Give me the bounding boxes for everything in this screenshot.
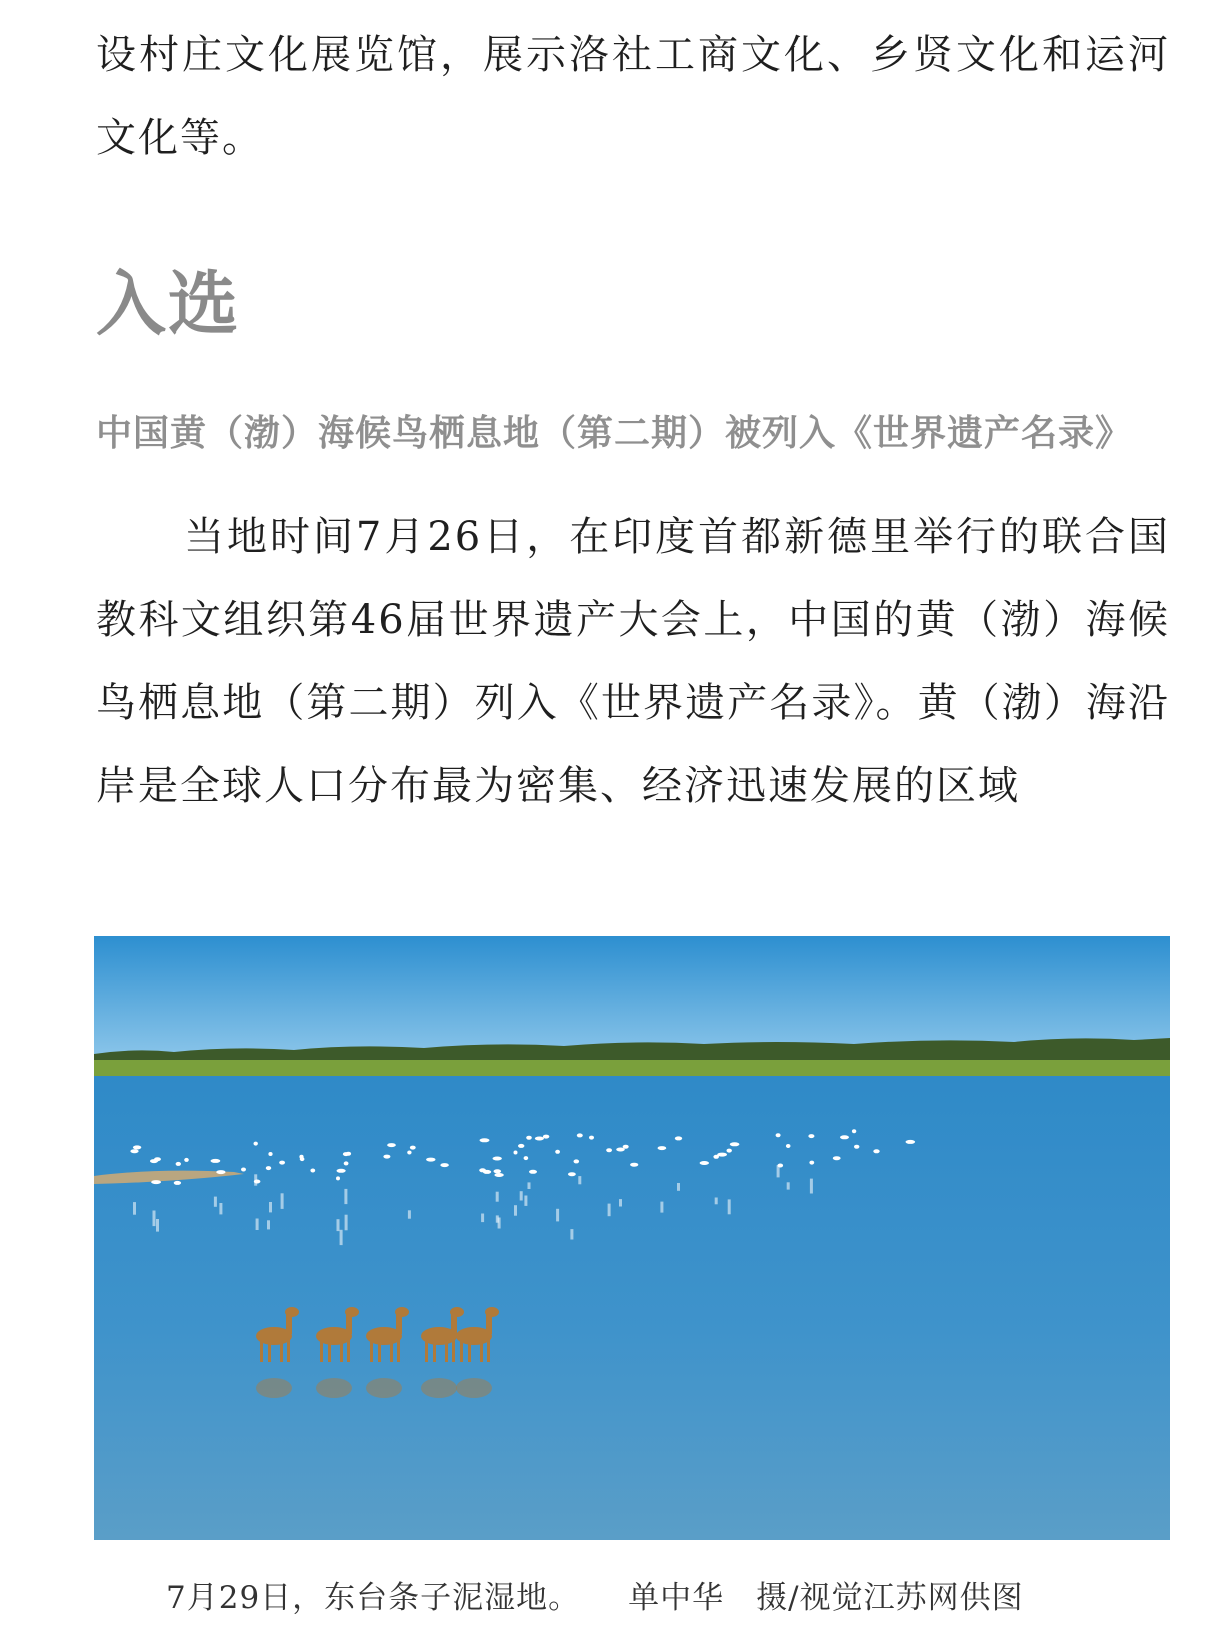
bird [268, 1152, 272, 1156]
bird-reflection [345, 1215, 348, 1231]
bird-reflection [408, 1210, 411, 1218]
bird [493, 1157, 502, 1161]
bird [407, 1151, 411, 1155]
bird-reflection [608, 1204, 611, 1217]
bird-reflection [677, 1183, 680, 1191]
bird [717, 1153, 727, 1157]
bird [555, 1150, 560, 1154]
bird [786, 1144, 791, 1148]
paragraph-main: 当地时间7月26日，在印度首都新德里举行的联合国教科文组织第46届世界遗产大会上，中国的黄（渤）海候鸟栖息地（第二期）列入《世界遗产名录》。黄（渤）海沿岸是全球人口分布最为密集、经济迅速发展的区域 [96, 514, 1170, 809]
bird [675, 1136, 682, 1140]
bird-reflection [619, 1199, 622, 1206]
bird [343, 1152, 349, 1156]
bird [616, 1148, 625, 1152]
bird [543, 1135, 549, 1139]
bird-reflection [578, 1176, 581, 1184]
bird [216, 1170, 225, 1174]
bird [211, 1159, 221, 1163]
bird [483, 1170, 491, 1174]
bird-reflection [787, 1182, 790, 1189]
bird [529, 1170, 537, 1174]
bird-reflection [660, 1202, 663, 1213]
bird [700, 1161, 709, 1165]
bird [568, 1172, 576, 1176]
bird [589, 1136, 594, 1140]
bird-reflection [496, 1192, 499, 1202]
bird [840, 1135, 849, 1139]
bird [310, 1169, 315, 1173]
section-heading: 入选 [96, 263, 240, 345]
deer-reflection [316, 1378, 352, 1398]
deer-reflection [456, 1378, 492, 1398]
water [94, 1076, 1170, 1540]
bird [873, 1149, 879, 1153]
bird [344, 1161, 349, 1165]
bird [518, 1144, 524, 1148]
bird [176, 1162, 181, 1166]
deer-reflection [366, 1378, 402, 1398]
bird-reflection [556, 1209, 559, 1222]
bird-reflection [715, 1198, 718, 1205]
bird-reflection [256, 1219, 259, 1231]
bird [480, 1138, 490, 1142]
bird [254, 1142, 258, 1146]
bird [658, 1146, 667, 1150]
bird-reflection [340, 1230, 343, 1245]
bird [514, 1151, 518, 1155]
bird-reflection [528, 1182, 531, 1189]
bird-reflection [267, 1220, 270, 1229]
bird [854, 1145, 859, 1149]
caption-text: 7月29日，东台条子泥湿地。 [166, 1580, 581, 1616]
bird-reflection [570, 1229, 573, 1239]
bird [336, 1176, 340, 1180]
bird-reflection [214, 1197, 217, 1207]
bird [426, 1158, 435, 1162]
bird [574, 1159, 580, 1163]
bird-reflection [344, 1189, 347, 1204]
bird [266, 1166, 271, 1170]
bird-reflection [156, 1219, 159, 1232]
bird-reflection [337, 1219, 340, 1231]
bird-reflection [728, 1199, 731, 1214]
bird-reflection [269, 1202, 272, 1212]
bird [727, 1149, 732, 1153]
deer-reflection [256, 1378, 292, 1398]
bird-reflection [777, 1165, 780, 1177]
bird [630, 1163, 638, 1167]
deer-reflection [421, 1378, 457, 1398]
caption-credit: 单中华 摄/视觉江苏网供图 [628, 1580, 1024, 1616]
grass-bank [94, 1060, 1170, 1078]
bird-reflection [498, 1218, 501, 1229]
bird [623, 1145, 629, 1149]
bird [494, 1173, 503, 1177]
bird [279, 1161, 285, 1165]
bird-reflection [133, 1202, 136, 1215]
bird-reflection [810, 1179, 813, 1194]
bird-reflection [281, 1193, 284, 1209]
bird [535, 1137, 544, 1141]
bird [906, 1140, 916, 1144]
wetland-photo [94, 936, 1170, 1540]
bird [410, 1146, 416, 1150]
bird [337, 1169, 346, 1173]
article-subheading: 中国黄（渤）海候鸟栖息地（第二期）被列入《世界遗产名录》 [96, 412, 1133, 454]
bird [241, 1168, 246, 1172]
bird [526, 1136, 532, 1140]
bird [808, 1134, 814, 1138]
bird [130, 1149, 138, 1153]
bird [730, 1142, 740, 1146]
bird [133, 1145, 141, 1149]
bird [383, 1155, 390, 1159]
bird-reflection [481, 1214, 484, 1223]
paragraph-intro: 设村庄文化展览馆，展示洛社工商文化、乡贤文化和运河文化等。 [96, 32, 1170, 161]
bird [776, 1133, 781, 1137]
bird [440, 1163, 448, 1167]
bird [184, 1158, 189, 1162]
bird [809, 1161, 814, 1165]
bird [154, 1157, 161, 1161]
bird [387, 1143, 396, 1147]
bird-reflection [153, 1211, 156, 1227]
bird [577, 1133, 583, 1137]
bird-reflection [219, 1203, 222, 1214]
bird-reflection [520, 1191, 523, 1200]
bird-reflection [254, 1174, 257, 1185]
bird [174, 1181, 181, 1185]
bird [494, 1169, 502, 1173]
bird-reflection [514, 1205, 517, 1216]
wetland-photo-illustration [94, 936, 1170, 1540]
bird [852, 1129, 856, 1133]
bird [606, 1148, 612, 1152]
bird-reflection [524, 1196, 527, 1206]
photo-caption [166, 1576, 1024, 1620]
sky [94, 936, 1170, 1060]
bird [833, 1156, 841, 1160]
bird [151, 1180, 161, 1184]
bird [524, 1156, 529, 1160]
bird [299, 1155, 303, 1159]
